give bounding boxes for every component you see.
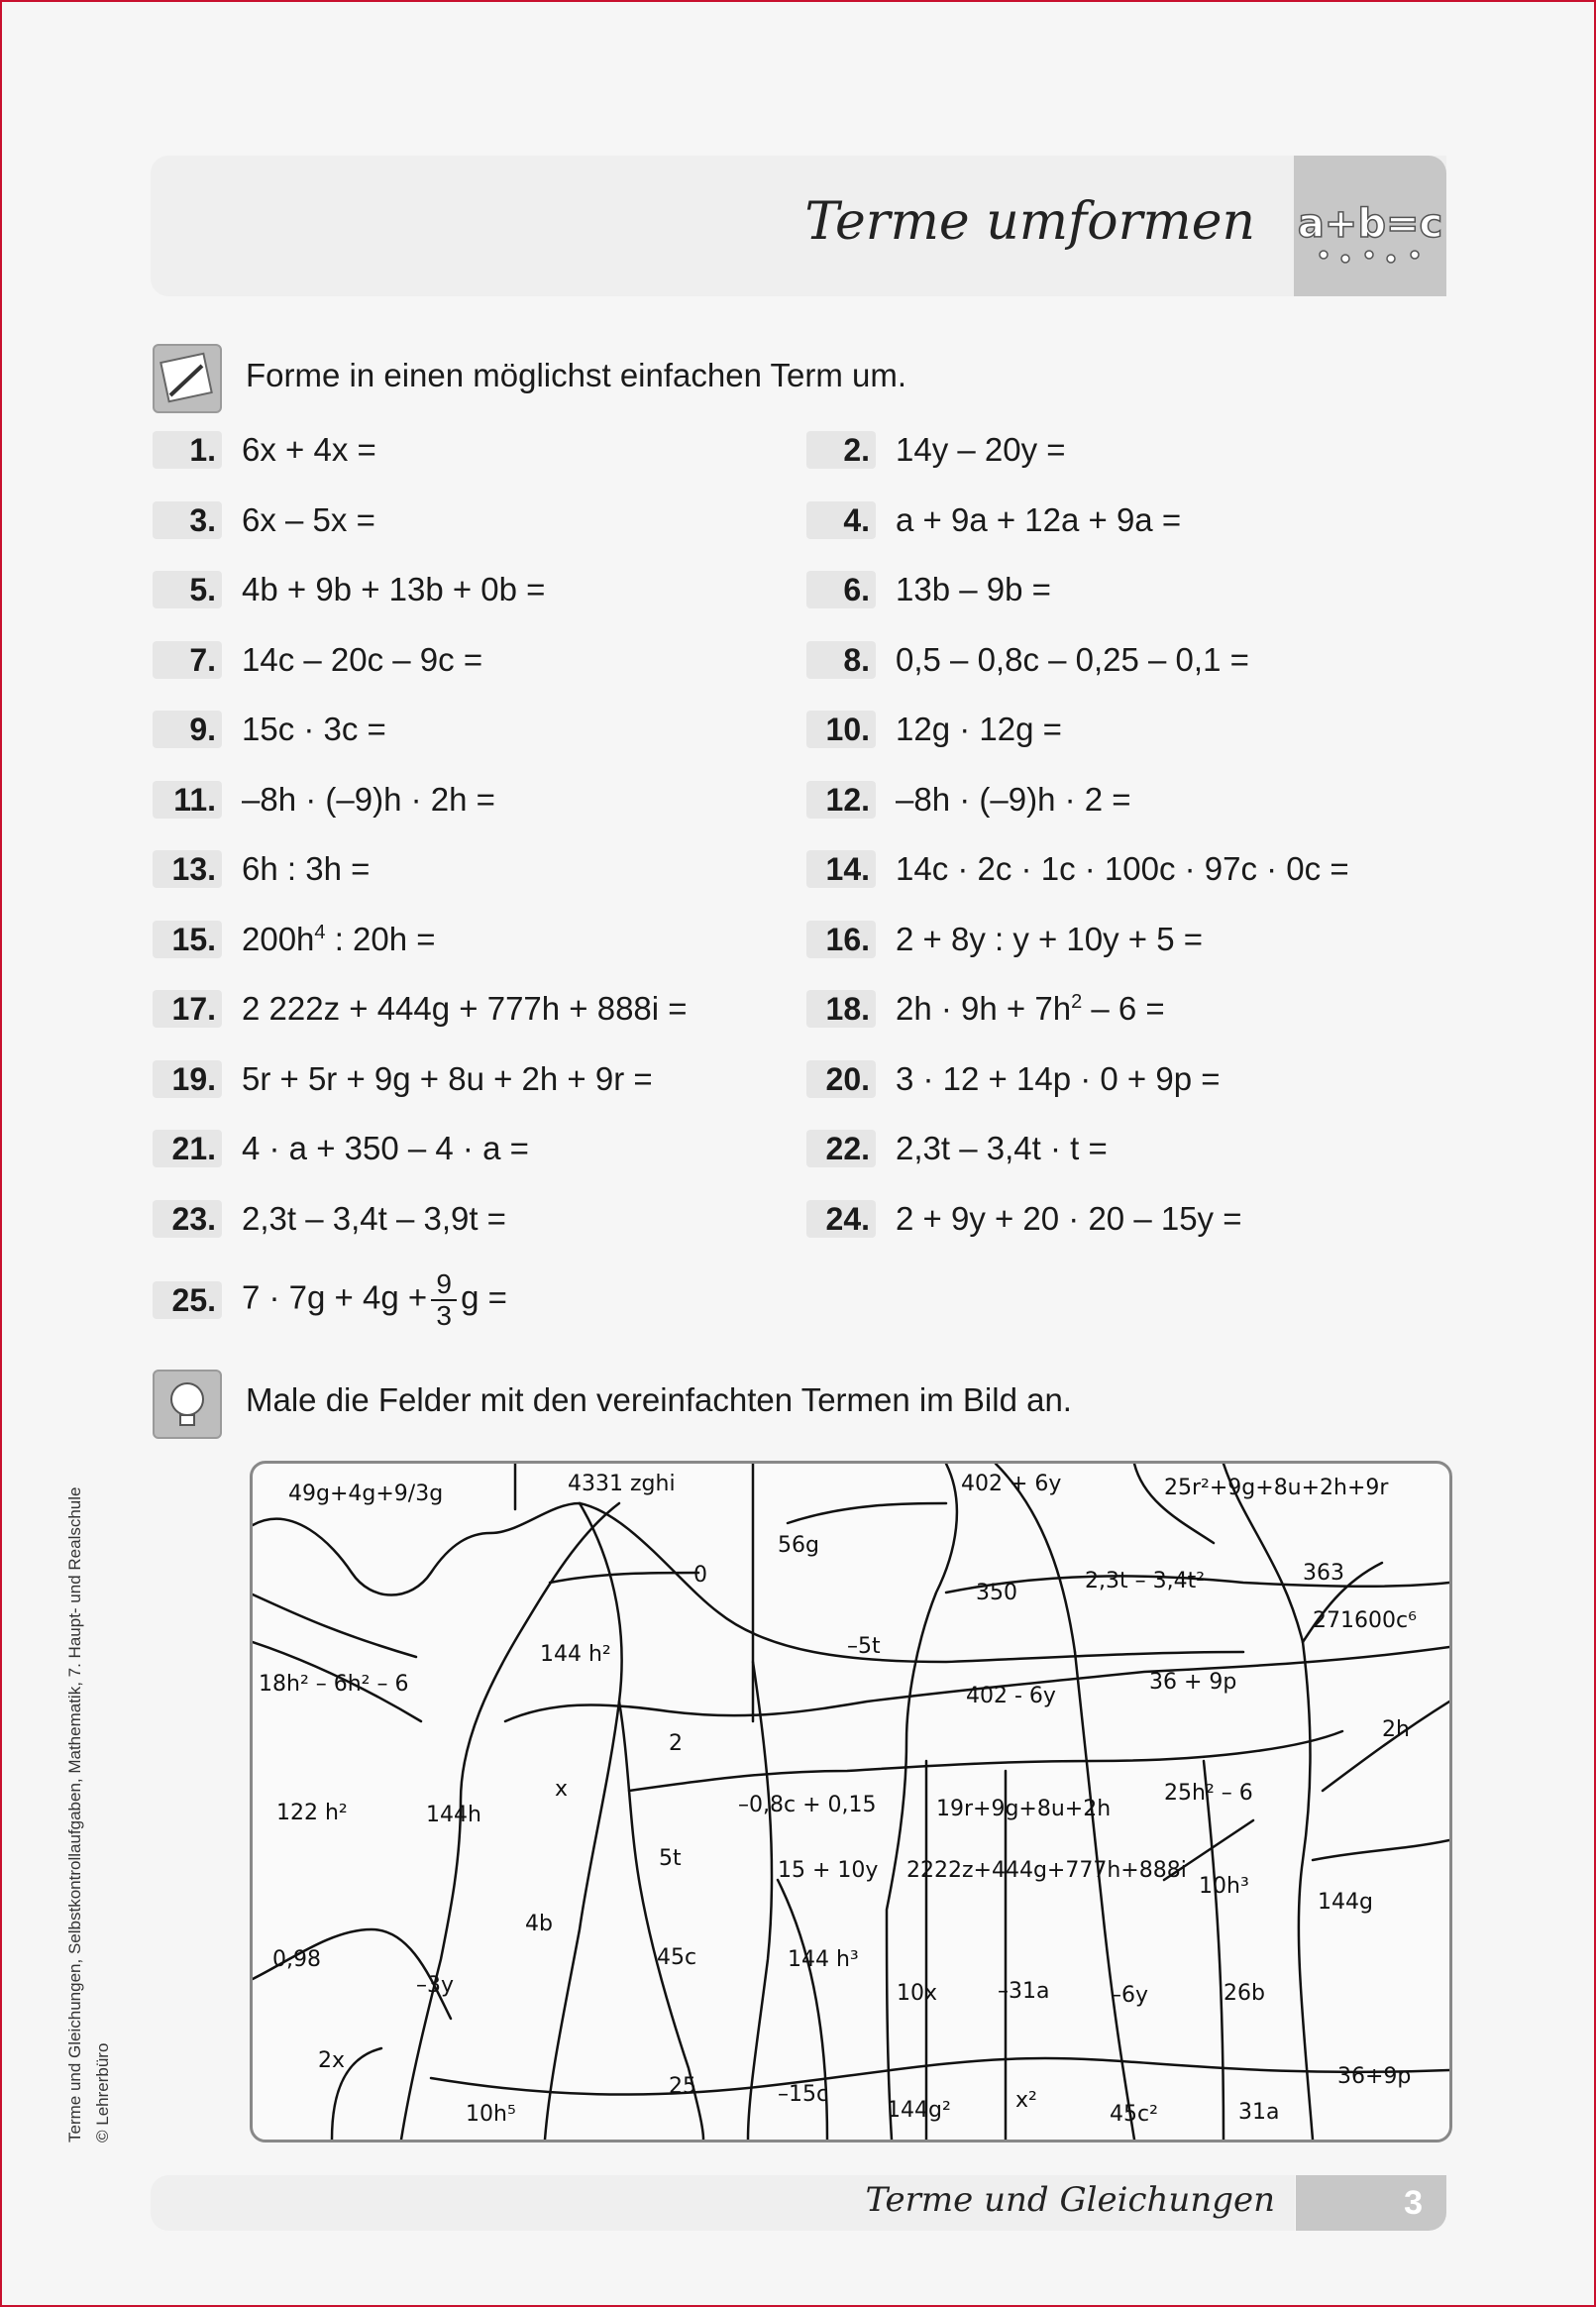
exercise-number: 5. — [153, 571, 222, 608]
picture-field-label[interactable]: 271600c⁶ — [1313, 1608, 1417, 1633]
picture-field-label[interactable]: 4331 zghi — [568, 1472, 676, 1496]
exercise-item — [153, 847, 370, 891]
exercise-item — [153, 918, 436, 961]
exercise-number: 18. — [806, 990, 876, 1028]
pencil-task-icon — [153, 344, 222, 413]
exercise-item — [153, 1268, 507, 1331]
picture-field-label[interactable]: 45c — [657, 1945, 697, 1970]
exercise-number: 13. — [153, 850, 222, 888]
exercise-expression: 2 222z + 444g + 777h + 888i = — [242, 990, 688, 1027]
picture-field-label[interactable]: 36 + 9p — [1149, 1670, 1237, 1695]
exercise-number: 2. — [806, 431, 876, 469]
exercise-number: 19. — [153, 1060, 222, 1098]
exercise-item — [153, 1197, 506, 1241]
expression-part: g = — [461, 1278, 507, 1316]
exercise-item — [153, 568, 545, 611]
exercise-number: 24. — [806, 1200, 876, 1238]
picture-field-label[interactable]: 45c² — [1110, 2102, 1158, 2127]
exercise-item — [806, 987, 1165, 1031]
task1-instruction: Forme in einen möglichst einfachen Term um. — [246, 357, 907, 393]
coloring-picture[interactable] — [250, 1461, 1452, 2142]
exercise-item — [153, 498, 375, 542]
picture-field-label[interactable]: 19r+9g+8u+2h — [936, 1797, 1112, 1821]
picture-field-label[interactable]: 144g² — [887, 2098, 951, 2123]
lightbulb-task-icon — [153, 1370, 222, 1439]
page-number: 3 — [1296, 2175, 1446, 2231]
exercise-number: 22. — [806, 1130, 876, 1167]
picture-field-label[interactable]: 0,98 — [272, 1947, 321, 1972]
exercise-number: 23. — [153, 1200, 222, 1238]
fraction — [431, 1269, 457, 1331]
logo-text: a+b=c — [1297, 201, 1443, 247]
exercise-number: 25. — [153, 1281, 222, 1319]
picture-field-label[interactable]: 10h⁵ — [466, 2102, 516, 2127]
picture-field-label[interactable]: 56g — [778, 1533, 819, 1558]
picture-field-label[interactable]: 2h — [1382, 1717, 1410, 1742]
expression-part: 200h — [242, 920, 315, 957]
picture-field-label[interactable]: 402 + 6y — [961, 1472, 1062, 1496]
side-text-line1: Terme und Gleichungen, Selbstkontrollaufgaben, Mathematik, 7. Haupt- und Realschule — [65, 1486, 84, 2142]
exercise-number: 21. — [153, 1130, 222, 1167]
picture-field-label[interactable]: 350 — [976, 1581, 1017, 1605]
expression-part: – 6 = — [1082, 990, 1165, 1027]
picture-field-label[interactable]: –5t — [847, 1634, 881, 1659]
exponent: 4 — [314, 921, 326, 943]
exercise-item — [806, 847, 1349, 891]
exercise-number: 16. — [806, 921, 876, 958]
exercise-number: 17. — [153, 990, 222, 1028]
exercise-number: 15. — [153, 921, 222, 958]
picture-field-label[interactable]: 49g+4g+9/3g — [288, 1482, 444, 1506]
exercise-item — [806, 1197, 1242, 1241]
expression-part: : 20h = — [325, 920, 436, 957]
equation-logo-icon — [1294, 156, 1446, 296]
picture-field-label[interactable]: –31a — [998, 1979, 1050, 2004]
picture-field-label[interactable]: –3y — [416, 1973, 455, 1998]
exercise-expression — [896, 990, 1165, 1028]
exercise-item — [806, 568, 1051, 611]
picture-field-label[interactable]: 144h — [426, 1803, 481, 1827]
exercise-item — [153, 638, 482, 682]
picture-field-label[interactable]: 2 — [669, 1731, 683, 1756]
fraction-numerator: 9 — [436, 1268, 452, 1299]
page-title: Terme umformen — [804, 192, 1255, 252]
exercise-number: 9. — [153, 711, 222, 748]
side-copyright — [61, 1487, 117, 2143]
picture-field-label[interactable]: 26b — [1224, 1981, 1265, 2006]
exercise-item — [806, 1127, 1108, 1170]
exercise-item — [806, 778, 1131, 822]
picture-field-label[interactable]: 4b — [525, 1912, 553, 1936]
task2-instruction: Male die Felder mit den vereinfachten Termen im Bild an. — [246, 1381, 1072, 1418]
picture-field-label[interactable]: 144 h³ — [788, 1947, 859, 1972]
exercise-expression: 5r + 5r + 9g + 8u + 2h + 9r = — [242, 1059, 653, 1097]
exercise-item — [806, 638, 1249, 682]
picture-field-label[interactable]: 144g — [1318, 1890, 1373, 1915]
exercise-expression: 14c · 2c · 1c · 100c · 97c · 0c = — [896, 850, 1349, 887]
exercise-number: 3. — [153, 501, 222, 539]
exercise-expression: 15c · 3c = — [242, 711, 386, 747]
picture-field-label[interactable]: 2,3t – 3,4t² — [1085, 1569, 1206, 1593]
exercise-item — [153, 428, 376, 472]
picture-field-label[interactable]: 15 + 10y — [778, 1858, 879, 1883]
picture-field-label[interactable]: 25 — [669, 2074, 696, 2099]
exercise-expression — [242, 1269, 507, 1331]
exercise-expression: –8h · (–9)h · 2 = — [896, 780, 1131, 818]
exercise-item — [806, 498, 1181, 542]
exercise-item — [153, 1127, 529, 1170]
exercise-item — [806, 428, 1066, 472]
fraction-denominator: 3 — [436, 1300, 452, 1331]
exercise-expression: a + 9a + 12a + 9a = — [896, 500, 1182, 538]
picture-field-label[interactable]: 5t — [659, 1846, 682, 1871]
exercise-expression: 2,3t – 3,4t – 3,9t = — [242, 1199, 506, 1237]
picture-field-label[interactable]: x — [555, 1777, 569, 1802]
exercise-expression: 4b + 9b + 13b + 0b = — [242, 571, 546, 607]
picture-field-label[interactable]: –15c — [778, 2082, 829, 2107]
exercise-expression: 2 + 9y + 20 · 20 – 15y = — [896, 1199, 1242, 1237]
exercise-expression: 4 · a + 350 – 4 · a = — [242, 1130, 529, 1166]
picture-field-label[interactable]: 2x — [318, 2048, 346, 2073]
expression-part: 2h · 9h + 7h — [896, 990, 1072, 1027]
exercise-expression — [242, 921, 436, 958]
picture-field-label[interactable]: –6y — [1111, 1983, 1149, 2008]
exercise-number: 10. — [806, 711, 876, 748]
exercise-number: 1. — [153, 431, 222, 469]
exercise-expression: –8h · (–9)h · 2h = — [242, 780, 495, 818]
exercise-expression: 13b – 9b = — [896, 571, 1051, 607]
picture-field-label[interactable]: 10x — [897, 1981, 938, 2006]
exercise-number: 4. — [806, 501, 876, 539]
expression-part: 7 · 7g + 4g + — [242, 1278, 428, 1316]
picture-field-label[interactable]: 0 — [693, 1563, 707, 1588]
exercise-expression: 6x – 5x = — [242, 500, 375, 538]
exercise-number: 7. — [153, 641, 222, 679]
exercise-item — [806, 918, 1203, 961]
side-text-line2: © Lehrerbüro — [93, 2042, 112, 2142]
footer-title: Terme und Gleichungen — [865, 2180, 1275, 2220]
picture-field-label[interactable]: 2222z+444g+777h+888i — [906, 1858, 1187, 1883]
exercise-expression: 0,5 – 0,8c – 0,25 – 0,1 = — [896, 640, 1249, 678]
exercise-expression: 12g · 12g = — [896, 711, 1062, 747]
exercise-expression: 6h : 3h = — [242, 850, 371, 887]
exercise-number: 20. — [806, 1060, 876, 1098]
picture-field-label[interactable]: 31a — [1238, 2100, 1280, 2125]
picture-field-label[interactable]: 25r²+9g+8u+2h+9r — [1164, 1476, 1389, 1500]
picture-field-label[interactable]: 402 - 6y — [966, 1684, 1056, 1708]
exercise-number: 12. — [806, 781, 876, 819]
picture-field-label[interactable]: 144 h² — [540, 1642, 611, 1667]
exercise-expression: 6x + 4x = — [242, 431, 376, 468]
exercise-expression: 14c – 20c – 9c = — [242, 640, 483, 678]
picture-field-label[interactable]: 18h² – 6h² – 6 — [259, 1672, 409, 1697]
exercise-number: 14. — [806, 850, 876, 888]
picture-field-label[interactable]: –0,8c + 0,15 — [738, 1793, 877, 1817]
picture-field-label[interactable]: 122 h² — [276, 1801, 348, 1825]
picture-field-label[interactable]: 25h² – 6 — [1164, 1781, 1253, 1806]
picture-field-label[interactable]: 36+9p — [1337, 2064, 1412, 2089]
exercise-item — [153, 987, 688, 1031]
exercise-expression: 2,3t – 3,4t · t = — [896, 1130, 1108, 1166]
exercise-item — [806, 708, 1062, 751]
exercise-number: 6. — [806, 571, 876, 608]
exercise-item — [153, 1057, 653, 1101]
exercise-item — [806, 1057, 1221, 1101]
logo — [1294, 156, 1446, 296]
picture-field-label[interactable]: 10h³ — [1199, 1874, 1249, 1899]
exercise-item — [153, 778, 495, 822]
exercise-item — [153, 708, 386, 751]
exercise-number: 8. — [806, 641, 876, 679]
exercise-number: 11. — [153, 781, 222, 819]
exercise-expression: 3 · 12 + 14p · 0 + 9p = — [896, 1059, 1221, 1097]
exercise-expression: 14y – 20y = — [896, 431, 1066, 468]
exponent: 2 — [1071, 991, 1083, 1013]
picture-field-label[interactable]: 363 — [1303, 1561, 1344, 1586]
exercise-expression: 2 + 8y : y + 10y + 5 = — [896, 920, 1204, 957]
picture-field-label[interactable]: x² — [1015, 2088, 1037, 2113]
